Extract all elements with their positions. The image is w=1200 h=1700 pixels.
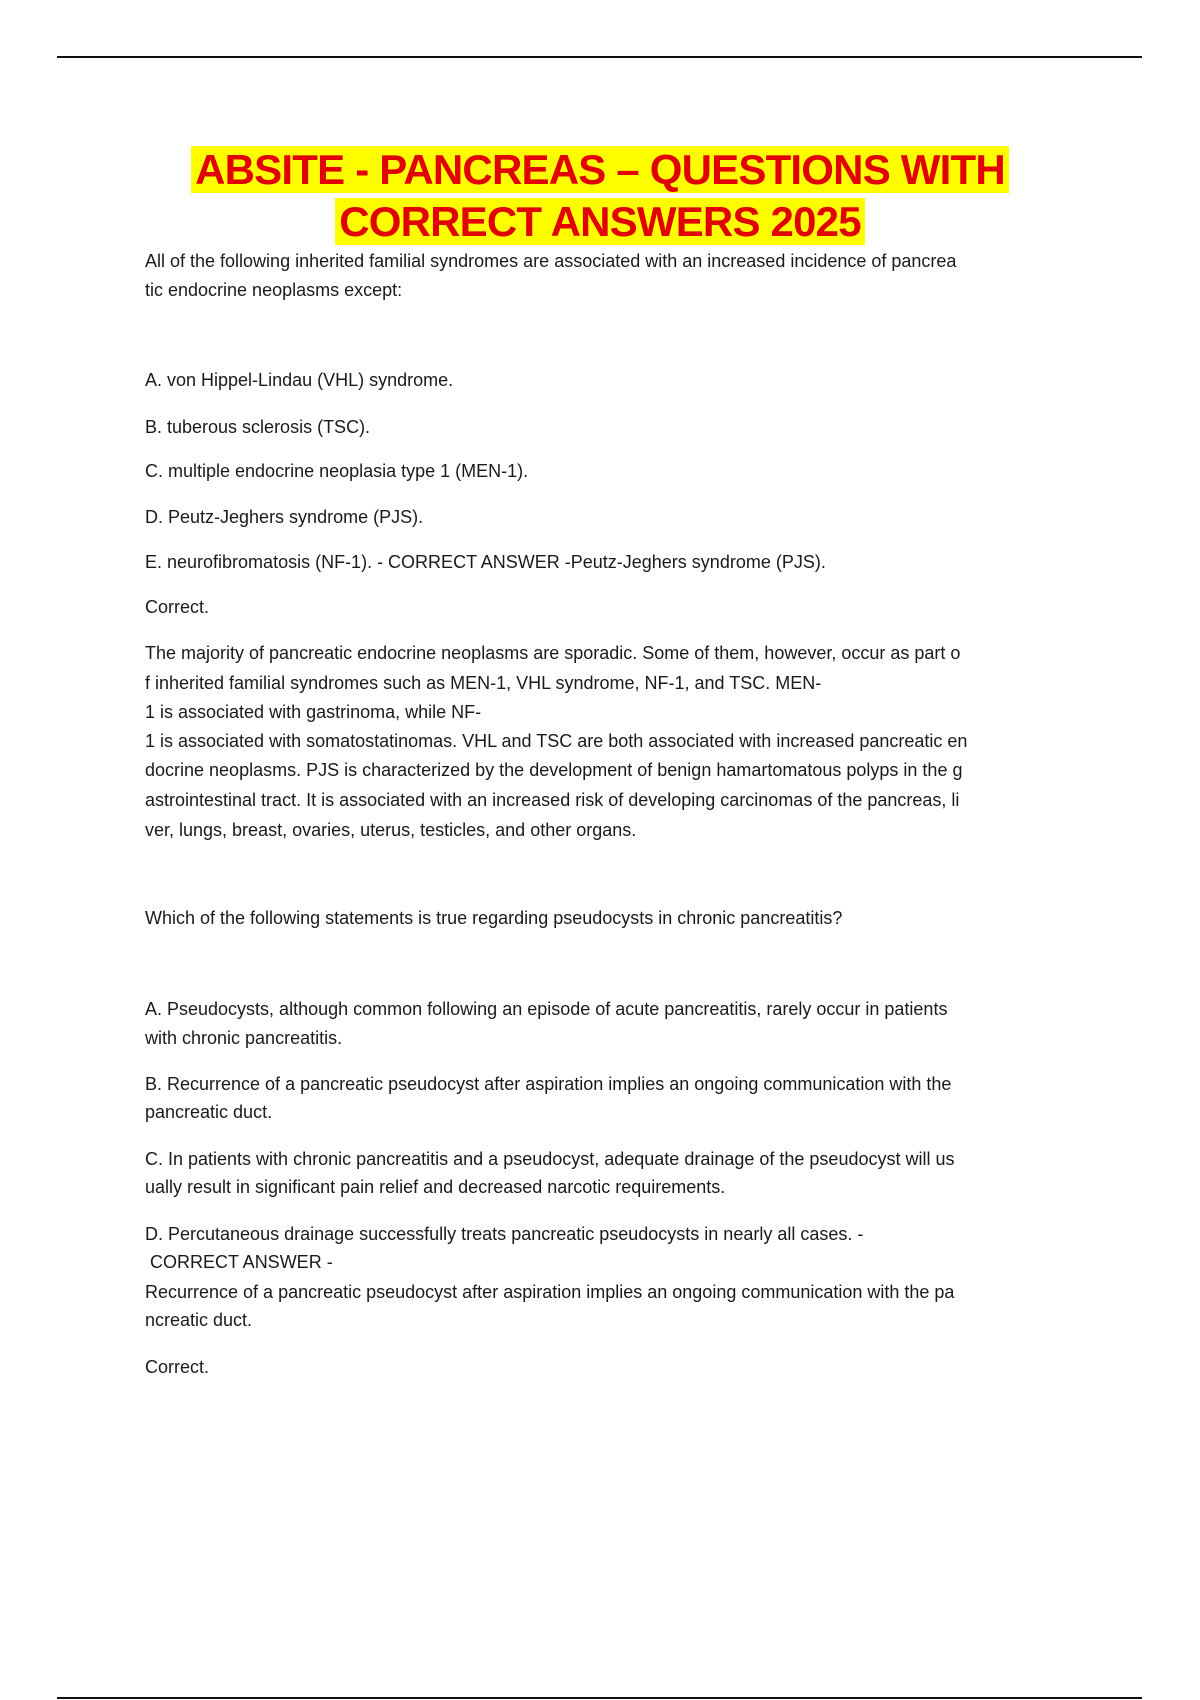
q1-result: Correct. [145, 597, 210, 617]
q2-option-c: C. In patients with chronic pancreatitis and a pseudocyst, adequate drainage of the pseudocyst will us [145, 1149, 955, 1169]
q1-stem-line: All of the following inherited familial syndromes are associated with an increased incidence of pancrea [145, 251, 957, 271]
top-rule [57, 56, 1142, 58]
q1-explanation-line: ver, lungs, breast, ovaries, uterus, testicles, and other organs. [145, 820, 637, 840]
q2-option-b-cont: pancreatic duct. [145, 1102, 273, 1122]
document-title [0, 145, 1200, 195]
q2-option-b: B. Recurrence of a pancreatic pseudocyst after aspiration implies an ongoing communication with the [145, 1074, 952, 1094]
q1-explanation-line: The majority of pancreatic endocrine neoplasms are sporadic. Some of them, however, occur as part o [145, 643, 961, 663]
q1-explanation-line: f inherited familial syndromes such as MEN-1, VHL syndrome, NF-1, and TSC. MEN- [145, 673, 822, 693]
q2-correct-label: CORRECT ANSWER - [145, 1252, 333, 1272]
q1-option-b: B. tuberous sclerosis (TSC). [145, 417, 371, 437]
document-title-line-2 [0, 197, 1200, 247]
q1-explanation-line: 1 is associated with somatostatinomas. VHL and TSC are both associated with increased pancreatic en [145, 731, 968, 751]
bottom-rule [57, 1697, 1142, 1699]
q2-result: Correct. [145, 1357, 210, 1377]
title-line-1: ABSITE - PANCREAS – QUESTIONS WITH [191, 146, 1009, 193]
title-line-2: CORRECT ANSWERS 2025 [335, 198, 865, 245]
q1-option-d: D. Peutz-Jeghers syndrome (PJS). [145, 507, 424, 527]
q2-correct-answer-line: Recurrence of a pancreatic pseudocyst after aspiration implies an ongoing communication with the pa [145, 1282, 955, 1302]
q2-stem: Which of the following statements is true regarding pseudocysts in chronic pancreatitis? [145, 908, 843, 928]
q2-correct-answer-line: ncreatic duct. [145, 1310, 253, 1330]
q1-explanation-line: astrointestinal tract. It is associated with an increased risk of developing carcinomas of the pancreas, li [145, 790, 960, 810]
q1-option-e: E. neurofibromatosis (NF-1). - CORRECT ANSWER -Peutz-Jeghers syndrome (PJS). [145, 552, 826, 572]
q1-option-a: A. von Hippel-Lindau (VHL) syndrome. [145, 370, 454, 390]
q2-option-a: A. Pseudocysts, although common following an episode of acute pancreatitis, rarely occur in patients [145, 999, 948, 1019]
q2-option-d: D. Percutaneous drainage successfully treats pancreatic pseudocysts in nearly all cases. - [145, 1224, 864, 1244]
q1-stem-line: tic endocrine neoplasms except: [145, 280, 403, 300]
q1-option-c: C. multiple endocrine neoplasia type 1 (MEN-1). [145, 461, 529, 481]
q2-option-c-cont: ually result in significant pain relief and decreased narcotic requirements. [145, 1177, 726, 1197]
q1-explanation-line: 1 is associated with gastrinoma, while NF- [145, 702, 482, 722]
q1-explanation-line: docrine neoplasms. PJS is characterized by the development of benign hamartomatous polyps in the g [145, 760, 963, 780]
q2-option-a-cont: with chronic pancreatitis. [145, 1028, 343, 1048]
